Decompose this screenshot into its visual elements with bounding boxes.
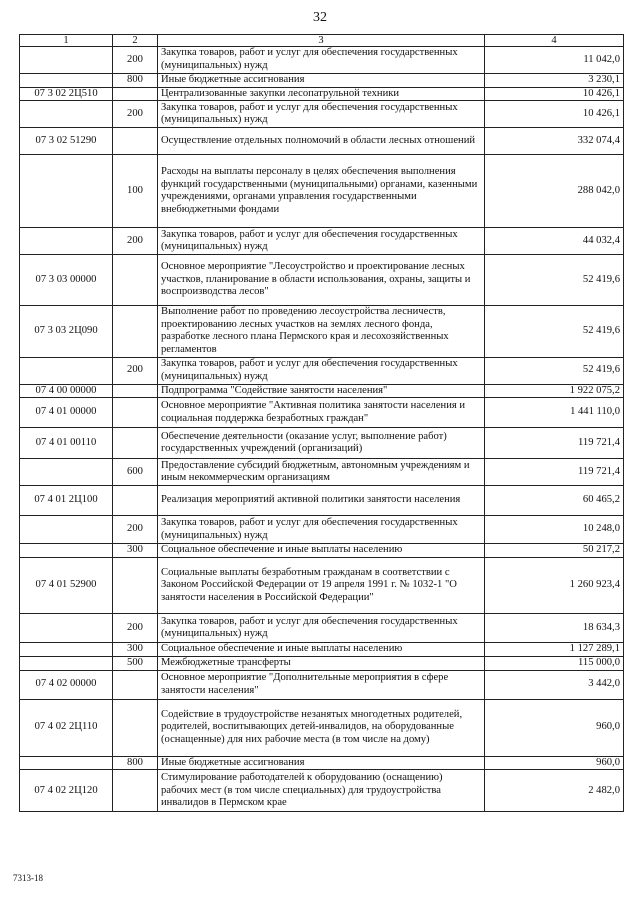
row-sum-cell: 3 442,0 bbox=[485, 670, 624, 699]
table-row bbox=[20, 770, 624, 812]
row-code-cell: 07 4 02 2Ц120 bbox=[20, 770, 113, 812]
row-code-cell bbox=[20, 657, 113, 671]
column-header-name: 3 bbox=[158, 35, 485, 47]
row-name-cell: Иные бюджетные ассигнования bbox=[158, 74, 485, 88]
table-row bbox=[20, 428, 624, 459]
row-code-cell: 07 4 00 00000 bbox=[20, 384, 113, 398]
table-row bbox=[20, 357, 624, 384]
row-name-cell: Социальное обеспечение и иные выплаты населению bbox=[158, 643, 485, 657]
table-row bbox=[20, 699, 624, 756]
row-sum-cell: 2 482,0 bbox=[485, 770, 624, 812]
row-expense-type-cell: 600 bbox=[113, 459, 158, 486]
row-sum-cell: 52 419,6 bbox=[485, 357, 624, 384]
table-row bbox=[20, 516, 624, 544]
table-row bbox=[20, 47, 624, 74]
row-name-cell: Расходы на выплаты персоналу в целях обеспечения выполнения функций государственными (муниципальными) органами, казенными учреждениями, органами управления государственными внебюджетными фондами bbox=[158, 155, 485, 228]
page-number: 32 bbox=[313, 10, 327, 25]
row-code-cell: 07 3 03 00000 bbox=[20, 255, 113, 306]
row-name-cell: Подпрограмма "Содействие занятости населения" bbox=[158, 384, 485, 398]
row-sum-cell: 60 465,2 bbox=[485, 486, 624, 516]
row-code-cell: 07 4 01 52900 bbox=[20, 558, 113, 614]
row-name-cell: Закупка товаров, работ и услуг для обеспечения государственных (муниципальных) нужд bbox=[158, 516, 485, 544]
row-sum-cell: 44 032,4 bbox=[485, 228, 624, 255]
row-code-cell bbox=[20, 47, 113, 74]
row-expense-type-cell bbox=[113, 87, 158, 101]
row-code-cell: 07 4 01 00110 bbox=[20, 428, 113, 459]
row-code-cell bbox=[20, 155, 113, 228]
row-name-cell: Реализация мероприятий активной политики занятости населения bbox=[158, 486, 485, 516]
row-sum-cell: 3 230,1 bbox=[485, 74, 624, 88]
table-row bbox=[20, 87, 624, 101]
row-expense-type-cell: 200 bbox=[113, 228, 158, 255]
row-name-cell: Социальное обеспечение и иные выплаты населению bbox=[158, 544, 485, 558]
row-sum-cell: 52 419,6 bbox=[485, 255, 624, 306]
column-header-sum: 4 bbox=[485, 35, 624, 47]
row-name-cell: Закупка товаров, работ и услуг для обеспечения государственных (муниципальных) нужд bbox=[158, 228, 485, 255]
row-code-cell bbox=[20, 544, 113, 558]
row-sum-cell: 10 426,1 bbox=[485, 87, 624, 101]
table-row bbox=[20, 459, 624, 486]
row-sum-cell: 1 127 289,1 bbox=[485, 643, 624, 657]
row-name-cell: Основное мероприятие "Дополнительные мероприятия в сфере занятости населения" bbox=[158, 670, 485, 699]
row-sum-cell: 10 248,0 bbox=[485, 516, 624, 544]
row-code-cell: 07 4 02 00000 bbox=[20, 670, 113, 699]
row-name-cell: Стимулирование работодателей к оборудованию (оснащению) рабочих мест (в том числе специальных) для трудоустройства инвалидов в Пермском крае bbox=[158, 770, 485, 812]
row-name-cell: Закупка товаров, работ и услуг для обеспечения государственных (муниципальных) нужд bbox=[158, 101, 485, 128]
row-expense-type-cell bbox=[113, 558, 158, 614]
row-name-cell: Основное мероприятие "Лесоустройство и проектирование лесных участков, планирование в области использования, охраны, защиты и воспроизводства лесов" bbox=[158, 255, 485, 306]
row-sum-cell: 288 042,0 bbox=[485, 155, 624, 228]
table-row bbox=[20, 101, 624, 128]
row-code-cell: 07 3 02 51290 bbox=[20, 128, 113, 155]
row-name-cell: Иные бюджетные ассигнования bbox=[158, 756, 485, 770]
row-expense-type-cell bbox=[113, 699, 158, 756]
row-code-cell: 07 3 03 2Ц090 bbox=[20, 306, 113, 357]
budget-table bbox=[19, 34, 624, 812]
table-row bbox=[20, 306, 624, 357]
row-expense-type-cell: 500 bbox=[113, 657, 158, 671]
row-name-cell: Закупка товаров, работ и услуг для обеспечения государственных (муниципальных) нужд bbox=[158, 614, 485, 643]
row-expense-type-cell bbox=[113, 128, 158, 155]
table-row bbox=[20, 384, 624, 398]
row-name-cell: Закупка товаров, работ и услуг для обеспечения государственных (муниципальных) нужд bbox=[158, 47, 485, 74]
table-header-row bbox=[20, 35, 624, 47]
row-expense-type-cell: 200 bbox=[113, 357, 158, 384]
row-code-cell bbox=[20, 643, 113, 657]
row-expense-type-cell bbox=[113, 770, 158, 812]
row-sum-cell: 119 721,4 bbox=[485, 428, 624, 459]
row-name-cell: Обеспечение деятельности (оказание услуг, выполнение работ) государственных учреждений (организаций) bbox=[158, 428, 485, 459]
row-expense-type-cell bbox=[113, 384, 158, 398]
table-row bbox=[20, 398, 624, 428]
row-expense-type-cell: 300 bbox=[113, 643, 158, 657]
table-row bbox=[20, 74, 624, 88]
row-expense-type-cell bbox=[113, 486, 158, 516]
row-expense-type-cell bbox=[113, 670, 158, 699]
row-sum-cell: 115 000,0 bbox=[485, 657, 624, 671]
row-sum-cell: 50 217,2 bbox=[485, 544, 624, 558]
table-row bbox=[20, 544, 624, 558]
table-row bbox=[20, 128, 624, 155]
row-code-cell bbox=[20, 101, 113, 128]
row-name-cell: Межбюджетные трансферты bbox=[158, 657, 485, 671]
row-name-cell: Выполнение работ по проведению лесоустройства лесничеств, проектированию лесных участков на землях лесного фонда, разработке лесного плана Пермского края и лесохозяйственных регламентов bbox=[158, 306, 485, 357]
row-code-cell: 07 3 02 2Ц510 bbox=[20, 87, 113, 101]
row-expense-type-cell: 200 bbox=[113, 47, 158, 74]
row-code-cell: 07 4 02 2Ц110 bbox=[20, 699, 113, 756]
row-name-cell: Централизованные закупки лесопатрульной техники bbox=[158, 87, 485, 101]
row-name-cell: Содействие в трудоустройстве незанятых многодетных родителей, родителей, воспитывающих детей-инвалидов, на оборудованные (оснащенные) для них рабочие места (в том числе на дому) bbox=[158, 699, 485, 756]
row-sum-cell: 18 634,3 bbox=[485, 614, 624, 643]
row-expense-type-cell bbox=[113, 428, 158, 459]
row-code-cell bbox=[20, 756, 113, 770]
row-code-cell bbox=[20, 74, 113, 88]
row-expense-type-cell bbox=[113, 398, 158, 428]
row-sum-cell: 119 721,4 bbox=[485, 459, 624, 486]
table-row bbox=[20, 558, 624, 614]
row-code-cell: 07 4 01 00000 bbox=[20, 398, 113, 428]
column-header-code: 1 bbox=[20, 35, 113, 47]
row-code-cell bbox=[20, 357, 113, 384]
row-expense-type-cell: 100 bbox=[113, 155, 158, 228]
table-row bbox=[20, 670, 624, 699]
row-expense-type-cell: 300 bbox=[113, 544, 158, 558]
row-sum-cell: 11 042,0 bbox=[485, 47, 624, 74]
footer-document-code: 7313-18 bbox=[13, 873, 43, 883]
row-expense-type-cell bbox=[113, 306, 158, 357]
table-row bbox=[20, 614, 624, 643]
column-header-expense-type: 2 bbox=[113, 35, 158, 47]
row-expense-type-cell: 800 bbox=[113, 756, 158, 770]
table-row bbox=[20, 255, 624, 306]
row-name-cell: Предоставление субсидий бюджетным, автономным учреждениям и иным некоммерческим организациям bbox=[158, 459, 485, 486]
row-name-cell: Социальные выплаты безработным гражданам в соответствии с Законом Российской Федерации от 19 апреля 1991 г. № 1032-1 "О занятости населения в Российской Федерации" bbox=[158, 558, 485, 614]
row-sum-cell: 332 074,4 bbox=[485, 128, 624, 155]
row-sum-cell: 1 260 923,4 bbox=[485, 558, 624, 614]
table-row bbox=[20, 657, 624, 671]
row-code-cell bbox=[20, 459, 113, 486]
row-name-cell: Основное мероприятие "Активная политика занятости населения и социальная поддержка безработных граждан" bbox=[158, 398, 485, 428]
row-code-cell bbox=[20, 516, 113, 544]
row-expense-type-cell: 200 bbox=[113, 101, 158, 128]
row-code-cell bbox=[20, 228, 113, 255]
row-sum-cell: 960,0 bbox=[485, 756, 624, 770]
table-row bbox=[20, 756, 624, 770]
table-row bbox=[20, 228, 624, 255]
row-sum-cell: 10 426,1 bbox=[485, 101, 624, 128]
row-sum-cell: 1 922 075,2 bbox=[485, 384, 624, 398]
row-name-cell: Закупка товаров, работ и услуг для обеспечения государственных (муниципальных) нужд bbox=[158, 357, 485, 384]
row-code-cell: 07 4 01 2Ц100 bbox=[20, 486, 113, 516]
table-body bbox=[20, 47, 624, 812]
row-sum-cell: 52 419,6 bbox=[485, 306, 624, 357]
row-expense-type-cell: 200 bbox=[113, 516, 158, 544]
table-row bbox=[20, 486, 624, 516]
row-code-cell bbox=[20, 614, 113, 643]
table-row bbox=[20, 155, 624, 228]
row-expense-type-cell: 200 bbox=[113, 614, 158, 643]
row-expense-type-cell bbox=[113, 255, 158, 306]
row-sum-cell: 960,0 bbox=[485, 699, 624, 756]
row-sum-cell: 1 441 110,0 bbox=[485, 398, 624, 428]
table-row bbox=[20, 643, 624, 657]
row-expense-type-cell: 800 bbox=[113, 74, 158, 88]
row-name-cell: Осуществление отдельных полномочий в области лесных отношений bbox=[158, 128, 485, 155]
